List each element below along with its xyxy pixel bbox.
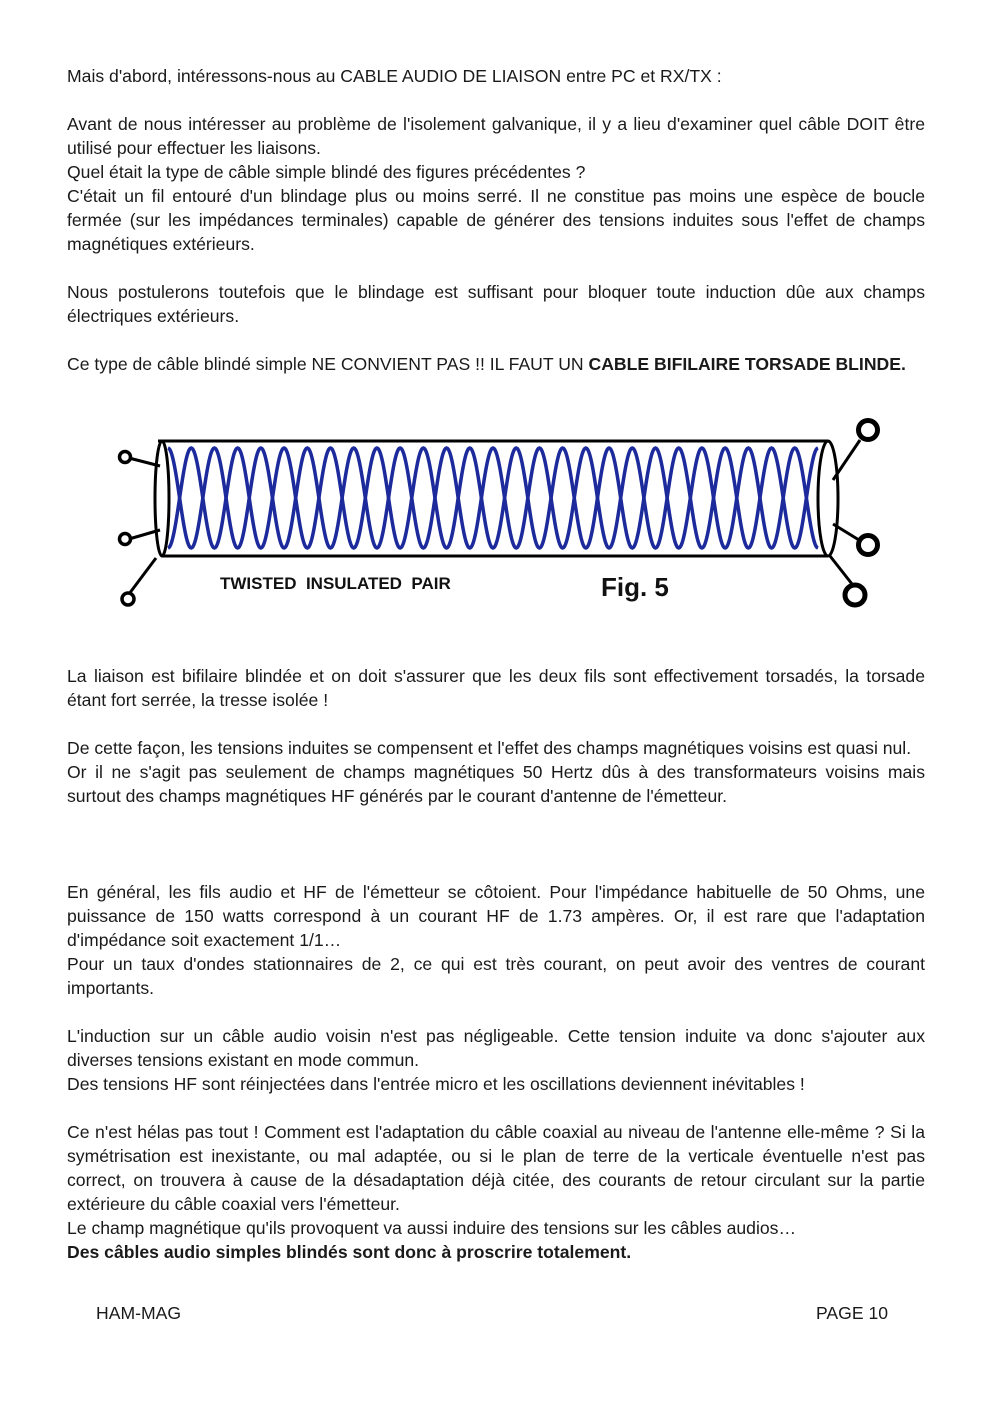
intro-paragraph: Mais d'abord, intéressons-nous au CABLE AUDIO DE LIAISON entre PC et RX/TX : — [67, 66, 722, 86]
paragraph-text: Or il ne s'agit pas seulement de champs magnétiques 50 Hertz dûs à des transformateurs voisins mais surtout des champs magnétiques HF générés par le courant d'antenne de l'émetteur. — [67, 762, 925, 806]
paragraph-text: L'induction sur un câble audio voisin n'est pas négligeable. Cette tension induite va donc s'ajouter aux diverses tensions existant en mode commun. — [67, 1026, 925, 1070]
footer-publication: HAM-MAG — [96, 1303, 182, 1323]
paragraph-text: Avant de nous intéresser au problème de l'isolement galvanique, il y a lieu d'examiner quel câble DOIT être utilisé pour effectuer les liaisons. — [67, 114, 925, 158]
cable-left-end — [155, 441, 169, 556]
conclusion-bold: Des câbles audio simples blindés sont donc à proscrire totalement. — [67, 1242, 632, 1262]
right-lead-top — [833, 440, 860, 480]
paragraph-text: Ce type de câble blindé simple NE CONVIENT PAS !! IL FAUT UN — [67, 354, 589, 374]
paragraph-hf-current — [67, 880, 925, 1000]
paragraph-induction — [67, 1024, 925, 1096]
cable-right-end — [818, 441, 838, 556]
paragraph-cable-choice — [67, 112, 925, 256]
figure-label: TWISTED INSULATED PAIR — [220, 574, 451, 593]
left-lead-shield — [129, 558, 156, 594]
paragraph-text: Ce n'est hélas pas tout ! Comment est l'adaptation du câble coaxial au niveau de l'antenne elle-même ? Si la symétrisation est inexistante, ou mal adaptée, ou si le plan de terre de la verticale éventuelle n'est pas correct, on trouvera à cause de la désadaptation déjà citée, des courants de retour circulant sur la partie extérieure du câble coaxial vers l'émetteur. — [67, 1122, 925, 1214]
footer-page-number: PAGE 10 — [816, 1303, 889, 1323]
paragraph-twisted-pair-required — [67, 352, 925, 376]
paragraph-shielding: Nous postulerons toutefois que le blindage est suffisant pour bloquer toute induction dûe aux champs électriques extérieurs. — [67, 282, 925, 326]
paragraph-text: De cette façon, les tensions induites se compensent et l'effet des champs magnétiques voisins est quasi nul. — [67, 738, 912, 758]
paragraph-text: Le champ magnétique qu'ils provoquent va aussi induire des tensions sur les câbles audios… — [67, 1218, 797, 1238]
right-lead-shield — [830, 556, 852, 584]
figure-caption: Fig. 5 — [601, 572, 669, 602]
paragraph-compensation — [67, 736, 925, 808]
terminal-right-middle — [859, 536, 878, 555]
paragraph-text: Pour un taux d'ondes stationnaires de 2, ce qui est très courant, on peut avoir des ventres de courant importants. — [67, 954, 925, 998]
paragraph-bifilar-link: La liaison est bifilaire blindée et on doit s'assurer que les deux fils sont effectivement torsadés, la torsade étant fort serrée, la tresse isolée ! — [67, 666, 925, 710]
terminal-left-top — [120, 452, 131, 463]
terminal-right-shield — [845, 585, 865, 605]
twisted-pair-figure — [112, 408, 892, 613]
paragraph-text: Des tensions HF sont réinjectées dans l'entrée micro et les oscillations deviennent inévitables ! — [67, 1074, 805, 1094]
terminal-left-middle — [120, 534, 131, 545]
paragraph-coax-adaptation — [67, 1120, 925, 1264]
paragraph-text: Quel était la type de câble simple blindé des figures précédentes ? — [67, 162, 586, 182]
bold-emphasis: CABLE BIFILAIRE TORSADE BLINDE. — [588, 354, 906, 374]
paragraph-text: C'était un fil entouré d'un blindage plus ou moins serré. Il ne constitue pas moins une espèce de boucle fermée (sur les impédances terminales) capable de générer des tensions induites sous l'effet de champs magnétiques extérieurs. — [67, 186, 925, 254]
terminal-right-top — [859, 421, 878, 440]
paragraph-text: En général, les fils audio et HF de l'émetteur se côtoient. Pour l'impédance habituelle de 50 Ohms, une puissance de 150 watts correspond à un courant HF de 1.73 ampères. Or, il est rare que l'adaptation d'impédance soit exactement 1/1… — [67, 882, 925, 950]
terminal-left-shield — [122, 593, 134, 605]
